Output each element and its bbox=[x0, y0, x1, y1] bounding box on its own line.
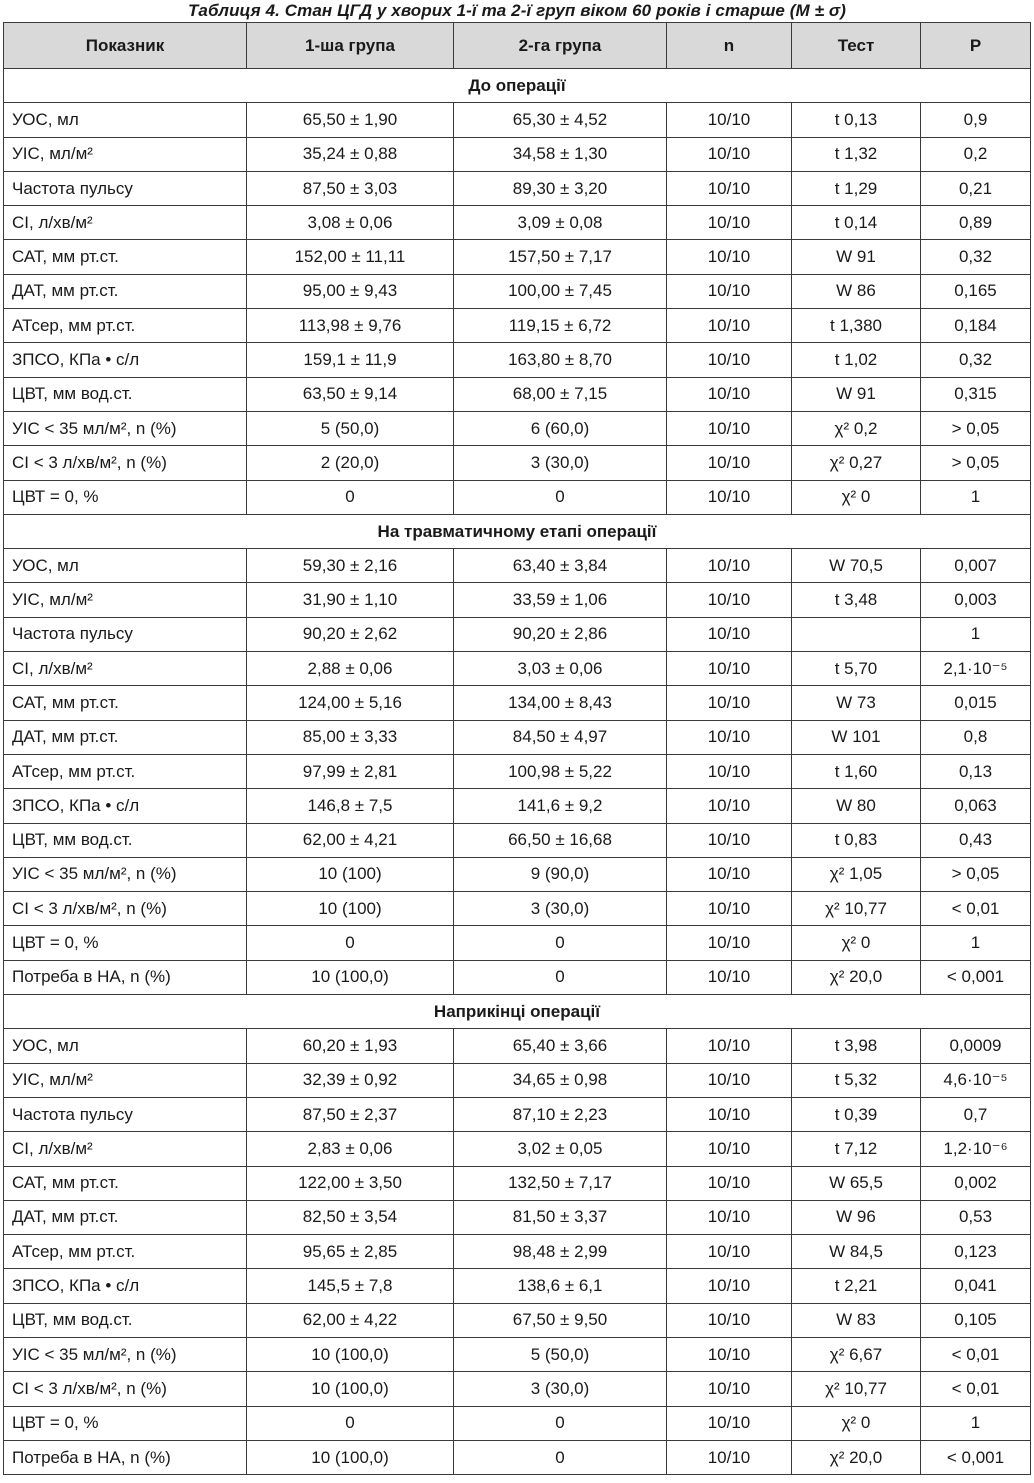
test-cell: W 91 bbox=[792, 240, 921, 274]
test-cell: χ² 20,0 bbox=[792, 960, 921, 994]
group-2-cell: 3,03 ± 0,06 bbox=[454, 652, 667, 686]
data-table bbox=[3, 22, 1031, 1475]
test-cell: W 73 bbox=[792, 686, 921, 720]
n-cell: 10/10 bbox=[667, 1269, 792, 1303]
indicator-cell: Частота пульсу bbox=[4, 1097, 247, 1131]
test-cell: χ² 0,27 bbox=[792, 446, 921, 480]
group-1-cell: 62,00 ± 4,21 bbox=[247, 823, 454, 857]
n-cell: 10/10 bbox=[667, 1166, 792, 1200]
group-1-cell: 65,50 ± 1,90 bbox=[247, 103, 454, 137]
n-cell: 10/10 bbox=[667, 343, 792, 377]
n-cell: 10/10 bbox=[667, 960, 792, 994]
indicator-cell: СІ < 3 л/хв/м², n (%) bbox=[4, 1372, 247, 1406]
group-2-cell: 34,58 ± 1,30 bbox=[454, 137, 667, 171]
group-2-cell: 34,65 ± 0,98 bbox=[454, 1063, 667, 1097]
p-cell: < 0,001 bbox=[921, 960, 1031, 994]
p-cell: 0,89 bbox=[921, 206, 1031, 240]
n-cell: 10/10 bbox=[667, 617, 792, 651]
table-row bbox=[4, 1406, 1031, 1440]
n-cell: 10/10 bbox=[667, 240, 792, 274]
group-1-cell: 2 (20,0) bbox=[247, 446, 454, 480]
table-header bbox=[4, 23, 1031, 69]
section-title: Наприкінці операції bbox=[4, 995, 1031, 1029]
test-cell: t 1,02 bbox=[792, 343, 921, 377]
group-1-cell: 82,50 ± 3,54 bbox=[247, 1200, 454, 1234]
test-cell: t 3,48 bbox=[792, 583, 921, 617]
group-2-cell: 134,00 ± 8,43 bbox=[454, 686, 667, 720]
indicator-cell: УІС, мл/м² bbox=[4, 583, 247, 617]
group-2-cell: 163,80 ± 8,70 bbox=[454, 343, 667, 377]
n-cell: 10/10 bbox=[667, 274, 792, 308]
table-row bbox=[4, 1372, 1031, 1406]
section-title: До операції bbox=[4, 69, 1031, 103]
n-cell: 10/10 bbox=[667, 1440, 792, 1474]
group-1-cell: 3,08 ± 0,06 bbox=[247, 206, 454, 240]
group-2-cell: 3 (30,0) bbox=[454, 446, 667, 480]
group-2-cell: 141,6 ± 9,2 bbox=[454, 789, 667, 823]
p-cell: 0,32 bbox=[921, 343, 1031, 377]
test-cell: t 5,70 bbox=[792, 652, 921, 686]
table-row bbox=[4, 549, 1031, 583]
indicator-cell: АТсер, мм рт.ст. bbox=[4, 754, 247, 788]
table-row bbox=[4, 446, 1031, 480]
column-header-group-1: 1-ша група bbox=[247, 23, 454, 69]
group-2-cell: 3 (30,0) bbox=[454, 1372, 667, 1406]
indicator-cell: УІС < 35 мл/м², n (%) bbox=[4, 857, 247, 891]
indicator-cell: ЦВТ, мм вод.ст. bbox=[4, 377, 247, 411]
indicator-cell: СІ, л/хв/м² bbox=[4, 206, 247, 240]
p-cell: 0,315 bbox=[921, 377, 1031, 411]
n-cell: 10/10 bbox=[667, 411, 792, 445]
test-cell: t 3,98 bbox=[792, 1029, 921, 1063]
table-row bbox=[4, 377, 1031, 411]
p-cell: 0,002 bbox=[921, 1166, 1031, 1200]
table-row bbox=[4, 240, 1031, 274]
table-row bbox=[4, 1132, 1031, 1166]
test-cell: χ² 1,05 bbox=[792, 857, 921, 891]
p-cell: 0,9 bbox=[921, 103, 1031, 137]
indicator-cell: САТ, мм рт.ст. bbox=[4, 1166, 247, 1200]
test-cell: χ² 10,77 bbox=[792, 1372, 921, 1406]
test-cell: W 84,5 bbox=[792, 1235, 921, 1269]
group-2-cell: 84,50 ± 4,97 bbox=[454, 720, 667, 754]
table-row bbox=[4, 789, 1031, 823]
test-cell: χ² 0,2 bbox=[792, 411, 921, 445]
p-cell: < 0,01 bbox=[921, 1337, 1031, 1371]
table-body bbox=[4, 69, 1031, 1475]
p-cell: < 0,01 bbox=[921, 892, 1031, 926]
group-2-cell: 0 bbox=[454, 960, 667, 994]
table-row bbox=[4, 1440, 1031, 1474]
group-2-cell: 98,48 ± 2,99 bbox=[454, 1235, 667, 1269]
section-title: На травматичному етапі операції bbox=[4, 514, 1031, 548]
table-row bbox=[4, 343, 1031, 377]
p-cell: 0,165 bbox=[921, 274, 1031, 308]
test-cell: t 1,60 bbox=[792, 754, 921, 788]
column-header-indicator: Показник bbox=[4, 23, 247, 69]
p-cell: 0,2 bbox=[921, 137, 1031, 171]
n-cell: 10/10 bbox=[667, 1132, 792, 1166]
indicator-cell: ЦВТ = 0, % bbox=[4, 480, 247, 514]
p-cell: 0,32 bbox=[921, 240, 1031, 274]
n-cell: 10/10 bbox=[667, 926, 792, 960]
n-cell: 10/10 bbox=[667, 1063, 792, 1097]
n-cell: 10/10 bbox=[667, 789, 792, 823]
group-2-cell: 33,59 ± 1,06 bbox=[454, 583, 667, 617]
test-cell: W 86 bbox=[792, 274, 921, 308]
n-cell: 10/10 bbox=[667, 686, 792, 720]
group-2-cell: 9 (90,0) bbox=[454, 857, 667, 891]
group-2-cell: 66,50 ± 16,68 bbox=[454, 823, 667, 857]
table-row bbox=[4, 617, 1031, 651]
test-cell: t 5,32 bbox=[792, 1063, 921, 1097]
group-2-cell: 67,50 ± 9,50 bbox=[454, 1303, 667, 1337]
indicator-cell: ЗПСО, КПа • с/л bbox=[4, 1269, 247, 1303]
table-row bbox=[4, 171, 1031, 205]
p-cell: > 0,05 bbox=[921, 411, 1031, 445]
table-row bbox=[4, 686, 1031, 720]
test-cell bbox=[792, 617, 921, 651]
indicator-cell: СІ, л/хв/м² bbox=[4, 652, 247, 686]
table-row bbox=[4, 823, 1031, 857]
n-cell: 10/10 bbox=[667, 103, 792, 137]
group-1-cell: 0 bbox=[247, 926, 454, 960]
table-caption: Таблиця 4. Стан ЦГД у хворих 1-ї та 2-ї груп віком 60 років і старше (M ± σ) bbox=[187, 1, 847, 20]
p-cell: 1 bbox=[921, 1406, 1031, 1440]
test-cell: χ² 0 bbox=[792, 480, 921, 514]
indicator-cell: ЗПСО, КПа • с/л bbox=[4, 343, 247, 377]
test-cell: t 0,14 bbox=[792, 206, 921, 240]
indicator-cell: ЦВТ = 0, % bbox=[4, 926, 247, 960]
indicator-cell: ДАТ, мм рт.ст. bbox=[4, 720, 247, 754]
table-row bbox=[4, 1303, 1031, 1337]
p-cell: 4,6·10⁻⁵ bbox=[921, 1063, 1031, 1097]
p-cell: 0,015 bbox=[921, 686, 1031, 720]
p-cell: > 0,05 bbox=[921, 446, 1031, 480]
group-1-cell: 60,20 ± 1,93 bbox=[247, 1029, 454, 1063]
indicator-cell: УОС, мл bbox=[4, 103, 247, 137]
p-cell: 1 bbox=[921, 926, 1031, 960]
indicator-cell: ДАТ, мм рт.ст. bbox=[4, 1200, 247, 1234]
group-2-cell: 3 (30,0) bbox=[454, 892, 667, 926]
header-row bbox=[4, 23, 1031, 69]
group-1-cell: 10 (100,0) bbox=[247, 960, 454, 994]
section-header-row bbox=[4, 69, 1031, 103]
p-cell: 0,0009 bbox=[921, 1029, 1031, 1063]
indicator-cell: СІ < 3 л/хв/м², n (%) bbox=[4, 446, 247, 480]
test-cell: t 1,32 bbox=[792, 137, 921, 171]
group-1-cell: 152,00 ± 11,11 bbox=[247, 240, 454, 274]
indicator-cell: Потреба в НА, n (%) bbox=[4, 1440, 247, 1474]
group-2-cell: 0 bbox=[454, 1406, 667, 1440]
group-2-cell: 6 (60,0) bbox=[454, 411, 667, 445]
indicator-cell: Частота пульсу bbox=[4, 171, 247, 205]
table-row bbox=[4, 652, 1031, 686]
table-row bbox=[4, 1097, 1031, 1131]
n-cell: 10/10 bbox=[667, 480, 792, 514]
p-cell: 0,003 bbox=[921, 583, 1031, 617]
table-row bbox=[4, 720, 1031, 754]
group-1-cell: 122,00 ± 3,50 bbox=[247, 1166, 454, 1200]
p-cell: 2,1·10⁻⁵ bbox=[921, 652, 1031, 686]
group-1-cell: 35,24 ± 0,88 bbox=[247, 137, 454, 171]
n-cell: 10/10 bbox=[667, 1303, 792, 1337]
group-2-cell: 138,6 ± 6,1 bbox=[454, 1269, 667, 1303]
table-row bbox=[4, 754, 1031, 788]
indicator-cell: САТ, мм рт.ст. bbox=[4, 240, 247, 274]
test-cell: W 83 bbox=[792, 1303, 921, 1337]
n-cell: 10/10 bbox=[667, 206, 792, 240]
group-1-cell: 87,50 ± 3,03 bbox=[247, 171, 454, 205]
group-1-cell: 31,90 ± 1,10 bbox=[247, 583, 454, 617]
table-row bbox=[4, 857, 1031, 891]
indicator-cell: ЦВТ, мм вод.ст. bbox=[4, 823, 247, 857]
section-header-row bbox=[4, 514, 1031, 548]
table-row bbox=[4, 960, 1031, 994]
n-cell: 10/10 bbox=[667, 857, 792, 891]
group-2-cell: 100,00 ± 7,45 bbox=[454, 274, 667, 308]
p-cell: < 0,01 bbox=[921, 1372, 1031, 1406]
table-row bbox=[4, 892, 1031, 926]
p-cell: 0,123 bbox=[921, 1235, 1031, 1269]
test-cell: χ² 0 bbox=[792, 1406, 921, 1440]
group-2-cell: 65,30 ± 4,52 bbox=[454, 103, 667, 137]
group-2-cell: 0 bbox=[454, 480, 667, 514]
table-row bbox=[4, 480, 1031, 514]
p-cell: 1 bbox=[921, 480, 1031, 514]
group-2-cell: 89,30 ± 3,20 bbox=[454, 171, 667, 205]
group-1-cell: 5 (50,0) bbox=[247, 411, 454, 445]
n-cell: 10/10 bbox=[667, 1337, 792, 1371]
test-cell: t 2,21 bbox=[792, 1269, 921, 1303]
table-row bbox=[4, 274, 1031, 308]
indicator-cell: УІС, мл/м² bbox=[4, 137, 247, 171]
table-row bbox=[4, 1337, 1031, 1371]
indicator-cell: АТсер, мм рт.ст. bbox=[4, 309, 247, 343]
group-1-cell: 32,39 ± 0,92 bbox=[247, 1063, 454, 1097]
section-header-row bbox=[4, 995, 1031, 1029]
group-1-cell: 90,20 ± 2,62 bbox=[247, 617, 454, 651]
group-1-cell: 10 (100,0) bbox=[247, 1440, 454, 1474]
group-1-cell: 10 (100,0) bbox=[247, 1372, 454, 1406]
group-1-cell: 2,83 ± 0,06 bbox=[247, 1132, 454, 1166]
n-cell: 10/10 bbox=[667, 137, 792, 171]
p-cell: 0,7 bbox=[921, 1097, 1031, 1131]
n-cell: 10/10 bbox=[667, 1097, 792, 1131]
group-1-cell: 10 (100,0) bbox=[247, 1337, 454, 1371]
column-header-group-2: 2-га група bbox=[454, 23, 667, 69]
group-2-cell: 3,09 ± 0,08 bbox=[454, 206, 667, 240]
indicator-cell: УІС < 35 мл/м², n (%) bbox=[4, 411, 247, 445]
n-cell: 10/10 bbox=[667, 652, 792, 686]
p-cell: 0,105 bbox=[921, 1303, 1031, 1337]
column-header-n: n bbox=[667, 23, 792, 69]
n-cell: 10/10 bbox=[667, 549, 792, 583]
n-cell: 10/10 bbox=[667, 1372, 792, 1406]
n-cell: 10/10 bbox=[667, 1235, 792, 1269]
p-cell: 0,8 bbox=[921, 720, 1031, 754]
group-2-cell: 119,15 ± 6,72 bbox=[454, 309, 667, 343]
group-1-cell: 62,00 ± 4,22 bbox=[247, 1303, 454, 1337]
p-cell: 1 bbox=[921, 617, 1031, 651]
p-cell: 0,007 bbox=[921, 549, 1031, 583]
test-cell: W 65,5 bbox=[792, 1166, 921, 1200]
p-cell: 1,2·10⁻⁶ bbox=[921, 1132, 1031, 1166]
test-cell: χ² 6,67 bbox=[792, 1337, 921, 1371]
group-1-cell: 87,50 ± 2,37 bbox=[247, 1097, 454, 1131]
indicator-cell: УІС, мл/м² bbox=[4, 1063, 247, 1097]
group-2-cell: 81,50 ± 3,37 bbox=[454, 1200, 667, 1234]
group-1-cell: 10 (100) bbox=[247, 892, 454, 926]
table-row bbox=[4, 1029, 1031, 1063]
test-cell: t 0,13 bbox=[792, 103, 921, 137]
test-cell: t 1,29 bbox=[792, 171, 921, 205]
indicator-cell: УОС, мл bbox=[4, 1029, 247, 1063]
indicator-cell: ЦВТ = 0, % bbox=[4, 1406, 247, 1440]
table-row bbox=[4, 411, 1031, 445]
n-cell: 10/10 bbox=[667, 892, 792, 926]
group-2-cell: 87,10 ± 2,23 bbox=[454, 1097, 667, 1131]
group-1-cell: 63,50 ± 9,14 bbox=[247, 377, 454, 411]
group-2-cell: 132,50 ± 7,17 bbox=[454, 1166, 667, 1200]
p-cell: 0,21 bbox=[921, 171, 1031, 205]
group-1-cell: 146,8 ± 7,5 bbox=[247, 789, 454, 823]
n-cell: 10/10 bbox=[667, 309, 792, 343]
indicator-cell: УОС, мл bbox=[4, 549, 247, 583]
p-cell: 0,43 bbox=[921, 823, 1031, 857]
indicator-cell: СІ, л/хв/м² bbox=[4, 1132, 247, 1166]
group-1-cell: 95,65 ± 2,85 bbox=[247, 1235, 454, 1269]
group-1-cell: 159,1 ± 11,9 bbox=[247, 343, 454, 377]
indicator-cell: ЦВТ, мм вод.ст. bbox=[4, 1303, 247, 1337]
indicator-cell: ЗПСО, КПа • с/л bbox=[4, 789, 247, 823]
group-2-cell: 157,50 ± 7,17 bbox=[454, 240, 667, 274]
table-row bbox=[4, 1166, 1031, 1200]
group-2-cell: 68,00 ± 7,15 bbox=[454, 377, 667, 411]
test-cell: χ² 20,0 bbox=[792, 1440, 921, 1474]
group-2-cell: 63,40 ± 3,84 bbox=[454, 549, 667, 583]
test-cell: χ² 10,77 bbox=[792, 892, 921, 926]
n-cell: 10/10 bbox=[667, 377, 792, 411]
group-1-cell: 0 bbox=[247, 480, 454, 514]
table-row bbox=[4, 1269, 1031, 1303]
test-cell: t 0,39 bbox=[792, 1097, 921, 1131]
test-cell: W 91 bbox=[792, 377, 921, 411]
indicator-cell: Потреба в НА, n (%) bbox=[4, 960, 247, 994]
group-1-cell: 113,98 ± 9,76 bbox=[247, 309, 454, 343]
table-row bbox=[4, 1235, 1031, 1269]
n-cell: 10/10 bbox=[667, 1200, 792, 1234]
n-cell: 10/10 bbox=[667, 1029, 792, 1063]
test-cell: t 0,83 bbox=[792, 823, 921, 857]
n-cell: 10/10 bbox=[667, 720, 792, 754]
p-cell: 0,041 bbox=[921, 1269, 1031, 1303]
n-cell: 10/10 bbox=[667, 446, 792, 480]
test-cell: W 80 bbox=[792, 789, 921, 823]
indicator-cell: САТ, мм рт.ст. bbox=[4, 686, 247, 720]
table-row bbox=[4, 103, 1031, 137]
group-2-cell: 5 (50,0) bbox=[454, 1337, 667, 1371]
p-cell: 0,063 bbox=[921, 789, 1031, 823]
table-row bbox=[4, 1063, 1031, 1097]
group-1-cell: 124,00 ± 5,16 bbox=[247, 686, 454, 720]
table-row bbox=[4, 583, 1031, 617]
indicator-cell: Частота пульсу bbox=[4, 617, 247, 651]
table-row bbox=[4, 926, 1031, 960]
group-1-cell: 10 (100) bbox=[247, 857, 454, 891]
column-header-p: P bbox=[921, 23, 1031, 69]
table-row bbox=[4, 1200, 1031, 1234]
n-cell: 10/10 bbox=[667, 1406, 792, 1440]
p-cell: 0,13 bbox=[921, 754, 1031, 788]
indicator-cell: УІС < 35 мл/м², n (%) bbox=[4, 1337, 247, 1371]
indicator-cell: ДАТ, мм рт.ст. bbox=[4, 274, 247, 308]
p-cell: < 0,001 bbox=[921, 1440, 1031, 1474]
test-cell: W 101 bbox=[792, 720, 921, 754]
group-1-cell: 97,99 ± 2,81 bbox=[247, 754, 454, 788]
test-cell: t 7,12 bbox=[792, 1132, 921, 1166]
group-1-cell: 0 bbox=[247, 1406, 454, 1440]
group-1-cell: 95,00 ± 9,43 bbox=[247, 274, 454, 308]
test-cell: t 1,380 bbox=[792, 309, 921, 343]
table-row bbox=[4, 309, 1031, 343]
test-cell: W 96 bbox=[792, 1200, 921, 1234]
table-row bbox=[4, 206, 1031, 240]
group-1-cell: 145,5 ± 7,8 bbox=[247, 1269, 454, 1303]
test-cell: W 70,5 bbox=[792, 549, 921, 583]
p-cell: 0,184 bbox=[921, 309, 1031, 343]
group-2-cell: 100,98 ± 5,22 bbox=[454, 754, 667, 788]
group-1-cell: 85,00 ± 3,33 bbox=[247, 720, 454, 754]
p-cell: > 0,05 bbox=[921, 857, 1031, 891]
n-cell: 10/10 bbox=[667, 171, 792, 205]
group-2-cell: 90,20 ± 2,86 bbox=[454, 617, 667, 651]
p-cell: 0,53 bbox=[921, 1200, 1031, 1234]
n-cell: 10/10 bbox=[667, 823, 792, 857]
group-2-cell: 65,40 ± 3,66 bbox=[454, 1029, 667, 1063]
group-1-cell: 2,88 ± 0,06 bbox=[247, 652, 454, 686]
group-1-cell: 59,30 ± 2,16 bbox=[247, 549, 454, 583]
group-2-cell: 0 bbox=[454, 926, 667, 960]
group-2-cell: 3,02 ± 0,05 bbox=[454, 1132, 667, 1166]
table-row bbox=[4, 137, 1031, 171]
n-cell: 10/10 bbox=[667, 583, 792, 617]
test-cell: χ² 0 bbox=[792, 926, 921, 960]
column-header-test: Тест bbox=[792, 23, 921, 69]
n-cell: 10/10 bbox=[667, 754, 792, 788]
indicator-cell: СІ < 3 л/хв/м², n (%) bbox=[4, 892, 247, 926]
group-2-cell: 0 bbox=[454, 1440, 667, 1474]
indicator-cell: АТсер, мм рт.ст. bbox=[4, 1235, 247, 1269]
